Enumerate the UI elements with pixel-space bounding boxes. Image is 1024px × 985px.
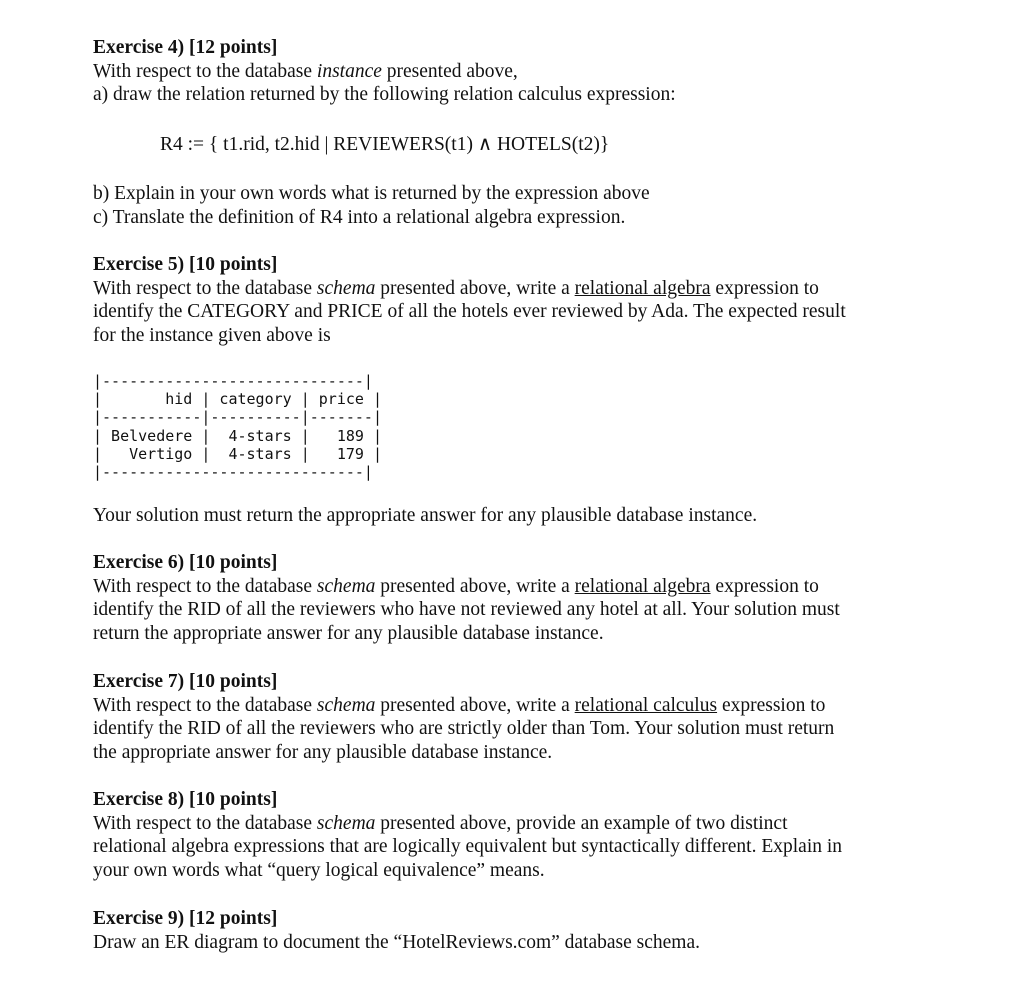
exercise-6-line-3: return the appropriate answer for any plausible database instance.: [93, 622, 604, 644]
exercise-5: [93, 253, 953, 347]
exercise-4: [93, 36, 953, 107]
exercise-8-line-2: relational algebra expressions that are logically equivalent but syntactically different. Explain in: [93, 836, 843, 857]
exercise-9-line-1: Draw an ER diagram to document the “HotelReviews.com” database schema.: [93, 931, 700, 953]
exercise-4-intro: [93, 60, 953, 84]
exercise-5-emphasis: schema: [316, 277, 376, 299]
exercise-5-line-3: for the instance given above is: [93, 324, 331, 346]
calculus-expression: R4 := { t1.rid, t2.hid | REVIEWERS(t1) ∧ HOTELS(t2)}: [160, 134, 610, 155]
exercise-4-intro-emphasis: instance: [316, 60, 382, 82]
exercise-4-part-a: a) draw the relation returned by the following relation calculus expression:: [93, 84, 676, 105]
exercise-7-text: With respect to the database: [93, 694, 317, 716]
exercise-6-line-1: [93, 575, 953, 599]
exercise-5-text-mid: presented above, write a: [375, 277, 575, 299]
exercise-7-text-mid: presented above, write a: [375, 694, 575, 716]
exercise-6-text-mid: presented above, write a: [375, 575, 575, 597]
expected-result-table: |-----------------------------| | hid | category | price | |-----------|----------|-------| | Belvedere | 4-stars | 189 | | Vertigo | 4-stars | 179 | |-----------------------------|: [93, 372, 382, 482]
exercise-7-underlined-term: relational calculus: [574, 694, 718, 716]
exercise-8-title: Exercise 8) [10 points]: [93, 789, 278, 810]
exercise-5-text-end: expression to: [710, 277, 819, 299]
exercise-8-text-end: presented above, provide an example of two distinct: [375, 812, 788, 834]
exercise-4-part-b: b) Explain in your own words what is returned by the expression above: [93, 183, 650, 204]
exercise-8-line-3: your own words what “query logical equivalence” means.: [93, 859, 545, 881]
exercise-7-emphasis: schema: [316, 694, 376, 716]
exercise-5-line-1: [93, 277, 953, 301]
exercise-9: [93, 907, 953, 954]
exercise-8-text: With respect to the database: [93, 812, 317, 834]
exercise-4-parts: [93, 182, 953, 229]
exercise-6-line-2: identify the RID of all the reviewers who have not reviewed any hotel at all. Your solution must: [93, 599, 840, 620]
exercise-6-title: Exercise 6) [10 points]: [93, 552, 278, 573]
exercise-8-line-1: [93, 812, 953, 836]
exercise-6-emphasis: schema: [316, 575, 376, 597]
exercise-7-line-2: identify the RID of all the reviewers who are strictly older than Tom. Your solution must return: [93, 718, 835, 739]
exercise-7: [93, 670, 953, 764]
exercise-7-line-3: the appropriate answer for any plausible database instance.: [93, 741, 553, 763]
exercise-7-text-end: expression to: [717, 694, 826, 716]
exercise-8: [93, 788, 953, 882]
exercise-7-line-1: [93, 694, 953, 718]
exercise-4-title: Exercise 4) [12 points]: [93, 37, 278, 58]
exercise-5-line-2: identify the CATEGORY and PRICE of all the hotels ever reviewed by Ada. The expected result: [93, 301, 846, 322]
exercise-5-title: Exercise 5) [10 points]: [93, 254, 278, 275]
exercise-7-title: Exercise 7) [10 points]: [93, 671, 278, 692]
exercise-6: [93, 551, 953, 645]
exercise-6-text-end: expression to: [710, 575, 819, 597]
exercise-5-text: With respect to the database: [93, 277, 317, 299]
exercise-5-note: [93, 504, 953, 528]
exercise-4-intro-text-end: presented above,: [381, 60, 518, 82]
exercise-5-note-text: Your solution must return the appropriate answer for any plausible database instance.: [93, 505, 758, 526]
exercise-9-title: Exercise 9) [12 points]: [93, 908, 278, 929]
exercise-8-emphasis: schema: [316, 812, 376, 834]
exercise-6-text: With respect to the database: [93, 575, 317, 597]
exercise-4-part-c: c) Translate the definition of R4 into a relational algebra expression.: [93, 206, 626, 228]
exercise-5-underlined-term: relational algebra: [574, 277, 711, 299]
exercise-4-intro-text: With respect to the database: [93, 60, 317, 82]
exercise-6-underlined-term: relational algebra: [574, 575, 711, 597]
